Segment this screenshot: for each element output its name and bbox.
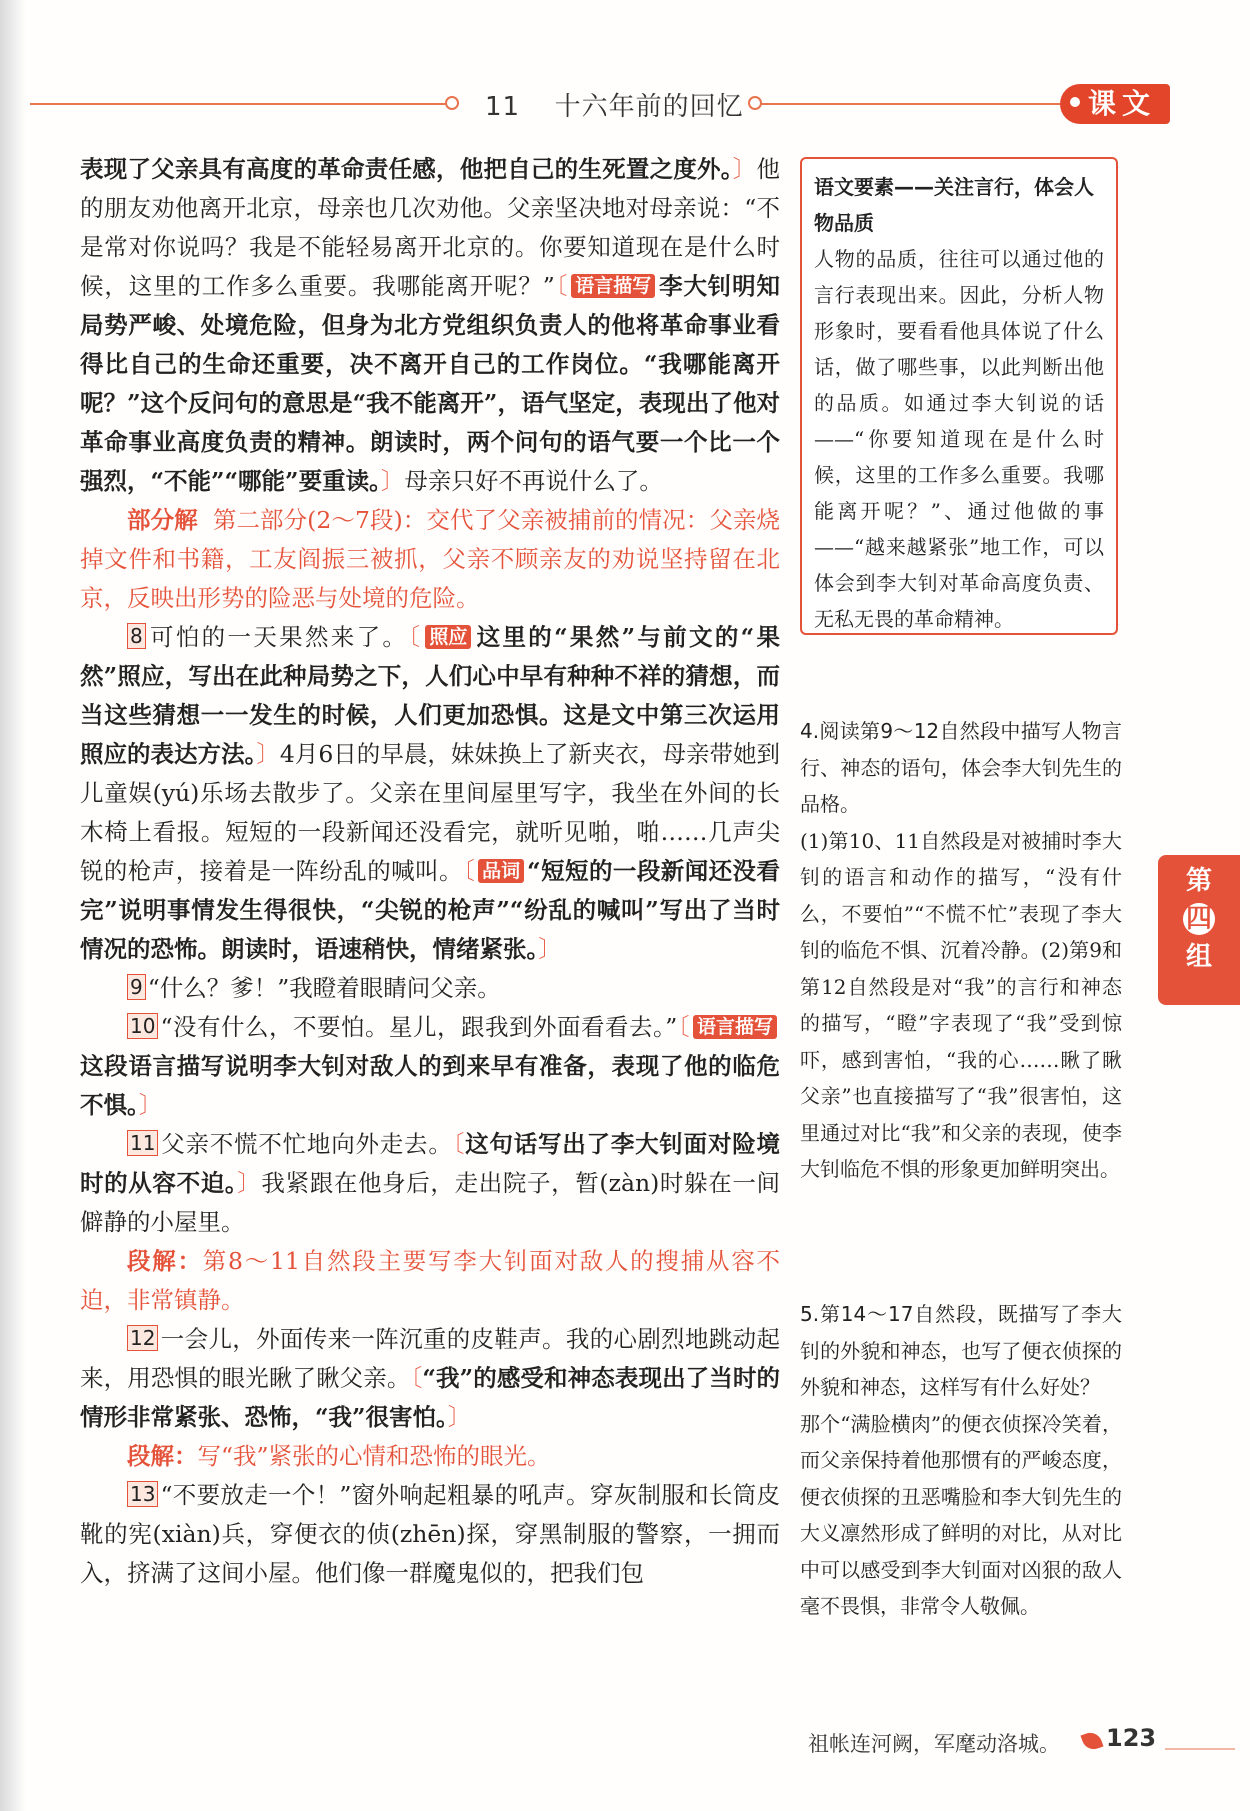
chapter-tab: 第 四 组	[1158, 855, 1240, 1005]
header-dot-left	[445, 96, 459, 110]
paragraph-8: 8 可怕的一天果然来了。〔 照应 这里的“果然”与前文的“果然”照应，写出在此种局势之下，人们心中早有种种不祥的猜想，而当这些猜想一一发生的时候，人们更加恐惧。这是文中第三次运用照应的表达方法。〕4月6日的早晨，妹妹换上了新夹衣，母亲带她到儿童娱(yú)乐场去散步了。父亲在里间屋里写字，我坐在外间的长木椅上看报。短短的一段新闻还没看完，就听见啪，啪……几声尖锐的枪声，接着是一阵纷乱的喊叫。〔 品词 “短短的一段新闻还没看完”说明事情发生得很快，“尖锐的枪声”“纷乱的喊叫”写出了当时情况的恐怖。朗读时，语速稍快，情绪紧张。〕	[80, 623, 781, 963]
footer-rule	[1165, 1748, 1235, 1750]
question-4-text: 4.阅读第9～12自然段中描写人物言行、神态的语句，体会李大钊先生的品格。	[800, 719, 1122, 816]
paragraph-number: 12	[127, 1325, 158, 1351]
annotation-tag: 品词	[478, 859, 524, 883]
main-text-column	[80, 150, 780, 1593]
header-rule-left	[30, 103, 450, 105]
lesson-title: 十六年前的回忆	[554, 92, 744, 122]
paragraph-11: 11 父亲不慌不忙地向外走去。〔这句话写出了李大钊面对险境时的从容不迫。〕我紧跟在他身后，走出院子，暂(zàn)时躲在一间僻静的小屋里。	[80, 1130, 781, 1236]
part-summary: 部分解 第二部分(2～7段)：交代了父亲被捕前的情况：父亲烧掉文件和书籍，工友阎振三被抓，父亲不顾亲友的劝说坚持留在北京，反映出形势的险恶与处境的危险。	[80, 506, 780, 612]
paragraph-number: 10	[127, 1013, 158, 1039]
paragraph-9: 9 “什么？爹！”我瞪着眼睛问父亲。	[80, 969, 780, 1008]
segment-summary-1: 段解：第8～11自然段主要写李大钊面对敌人的搜捕从容不迫，非常镇静。	[80, 1247, 780, 1314]
annotation-tag: 语言描写	[693, 1015, 777, 1039]
language-element-box	[800, 157, 1118, 635]
paragraph-number: 13	[127, 1481, 158, 1507]
question-5-text: 5.第14～17自然段，既描写了李大钊的外貌和神态，也写了便衣侦探的外貌和神态，这样写有什么好处？	[800, 1302, 1122, 1399]
question-4-answer: (1)第10、11自然段是对被捕时李大钊的语言和动作的描写，“没有什么，不要怕”“不慌不忙”表现了李大钊的临危不惧、沉着冷静。(2)第9和第12自然段是对“我”的言行和神态的描写，“瞪”字表现了“我”受到惊吓，感到害怕，“我的心……瞅了瞅父亲”也直接描写了“我”很害怕，这里通过对比“我”和父亲的表现，使李大钊临危不惧的形象更加鲜明突出。	[800, 828, 1122, 1181]
page-number: 123	[1106, 1724, 1157, 1752]
sidebox-title: 语文要素——关注言行，体会人物品质	[814, 175, 1094, 235]
question-4	[800, 713, 1122, 1188]
paragraph-10: 10 “没有什么，不要怕。星儿，跟我到外面看看去。”〔 语言描写这段语言描写说明李大钊对敌人的到来早有准备，表现了他的临危不惧。〕	[80, 1013, 780, 1119]
book-spine-shadow	[0, 0, 26, 1811]
leaf-icon	[1080, 1729, 1103, 1752]
header-rule-right	[760, 103, 1060, 105]
paragraph-7: 表现了父亲具有高度的革命责任感，他把自己的生死置之度外。〕他的朋友劝他离开北京，母亲也几次劝他。父亲坚决地对母亲说：“不是常对你说吗？我是不能轻易离开北京的。你要知道现在是什么时候，这里的工作多么重要。我哪能离开呢？”〔 语言描写 李大钊明知局势严峻、处境危险，但身为北方党组织负责人的他将革命事业看得比自己的生命还重要，决不离开自己的工作岗位。“我哪能离开呢？”这个反问句的意思是“我不能离开”，语气坚定，表现出了他对革命事业高度负责的精神。朗读时，两个问句的语气要一个比一个强烈，“不能”“哪能”要重读。〕母亲只好不再说什么了。	[80, 155, 781, 495]
paragraph-number: 9	[127, 974, 146, 1000]
lesson-number: 11	[485, 92, 521, 122]
sidebox-body: 人物的品质，往往可以通过他的言行表现出来。因此，分析人物形象时，要看看他具体说了什么话，做了哪些事，以此判断出他的品质。如通过李大钊说的话——“你要知道现在是什么时候，这里的工作多么重要。我哪能离开呢？”、通过他做的事——“越来越紧张”地工作，可以体会到李大钊对革命高度负责、无私无畏的革命精神。	[814, 247, 1104, 631]
annotation-tag: 语言描写	[571, 274, 655, 298]
section-tag-dot	[1070, 97, 1080, 107]
question-5-answer: 那个“满脸横肉”的便衣侦探冷笑着，而父亲保持着他那惯有的严峻态度，便衣侦探的丑恶嘴脸和李大钊先生的大义凛然形成了鲜明的对比，从对比中可以感受到李大钊面对凶狠的敌人毫不畏惧，非常令人敬佩。	[800, 1411, 1122, 1618]
annotation-tag: 照应	[425, 625, 471, 649]
question-5	[800, 1296, 1122, 1625]
lesson-heading	[485, 86, 745, 123]
section-tag: 课文	[1060, 84, 1170, 124]
footer-quote: 祖帐连河阙，军麾动洛城。	[808, 1732, 1060, 1756]
paragraph-number: 11	[127, 1130, 158, 1156]
paragraph-number: 8	[127, 623, 146, 649]
paragraph-12: 12 一会儿，外面传来一阵沉重的皮鞋声。我的心剧烈地跳动起来，用恐惧的眼光瞅了瞅父亲。〔“我”的感受和神态表现出了当时的情形非常紧张、恐怖，“我”很害怕。〕	[80, 1325, 780, 1431]
segment-summary-2: 段解：写“我”紧张的心情和恐怖的眼光。	[127, 1442, 551, 1470]
paragraph-13: 13 “不要放走一个！”窗外响起粗暴的吼声。穿灰制服和长筒皮靴的宪(xiàn)兵，穿便衣的侦(zhēn)探，穿黑制服的警察，一拥而入，挤满了这间小屋。他们像一群魔鬼似的，把我们包	[80, 1481, 780, 1587]
